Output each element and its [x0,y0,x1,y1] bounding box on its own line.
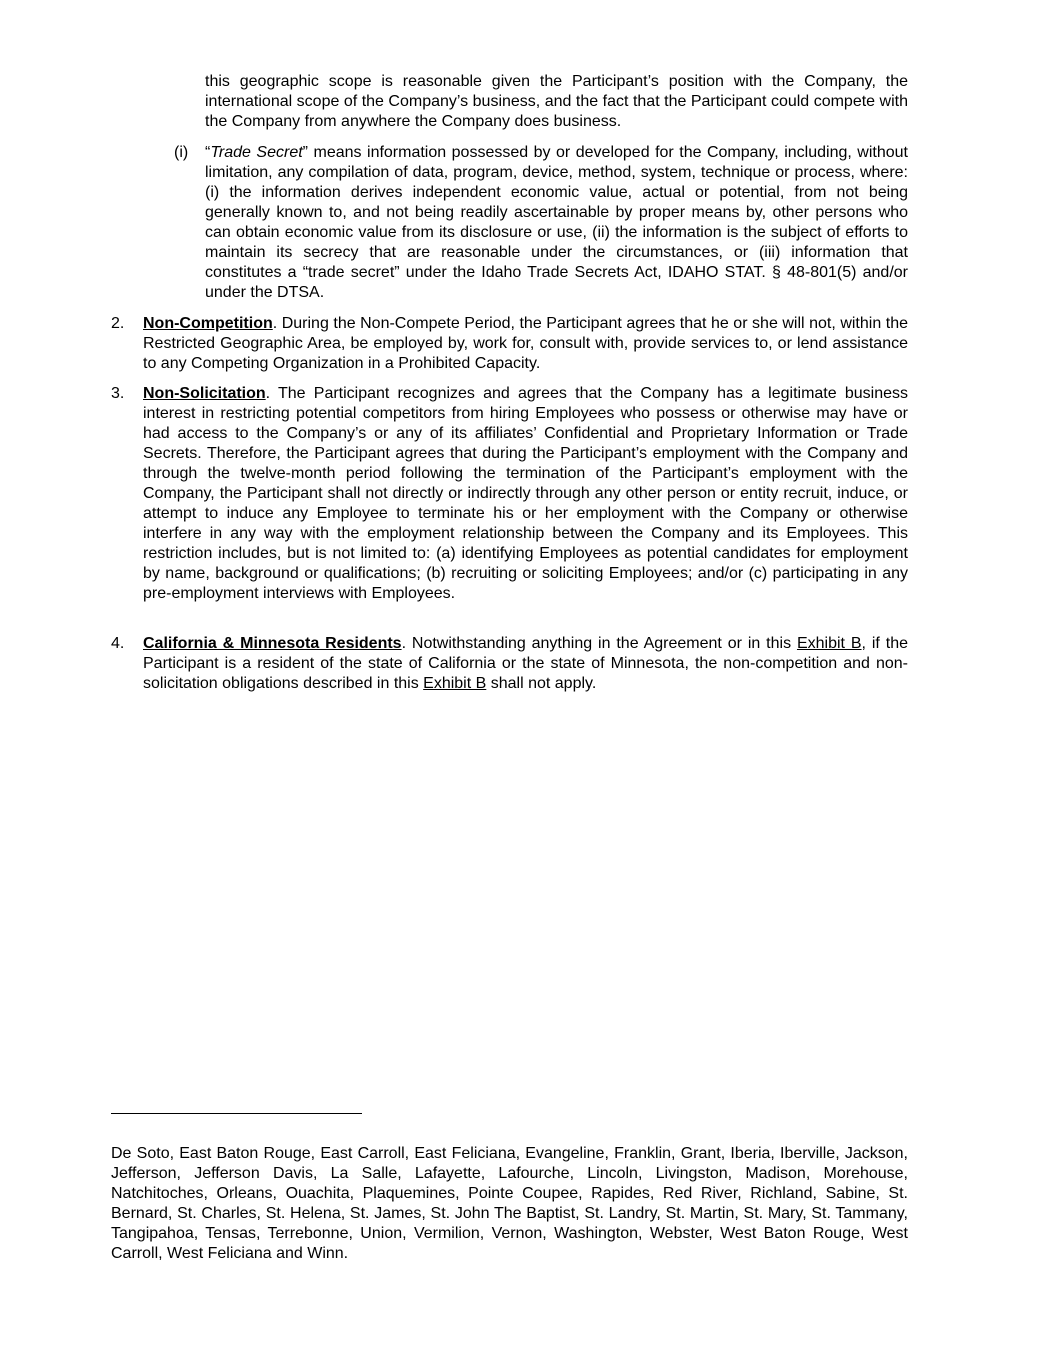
footnote-text: De Soto, East Baton Rouge, East Carroll, East Feliciana, Evangeline, Franklin, Grant, Iberia, Iberville, Jackson, Jefferson, Jefferson Davis, La Salle, Lafayette, Lafourche, Lincoln, Livingston, Madison, Morehouse, Natchitoches, Orleans, Ouachita, Plaquemines, Pointe Coupee, Rapides, Red River, Richland, Sabine, St. Bernard, St. Charles, St. Helena, St. James, St. John The Baptist, St. Landry, St. Martin, St. Mary, St. Tammany, Tangipahoa, Tensas, Terrebonne, Union, Vermilion, Vernon, Washington, Webster, West Baton Rouge, West Carroll, West Feliciana and Winn. [111,1145,908,1262]
footnote [111,1144,908,1264]
section-3-paragraph [143,384,908,604]
section-3-heading: Non-Solicitation [143,385,266,402]
continuation-text: this geographic scope is reasonable given the Participant’s position with the Company, the international scope of the Company’s business, and the fact that the Participant could compete with the Company from anywhere the Company does business. [205,73,908,130]
section-4-number: 4. [111,635,125,652]
exhibit-b-link-1: Exhibit B [796,635,862,652]
section-2-body: . During the Non-Compete Period, the Participant agrees that he or she will not, within the Restricted Geographic Area, be employed by, work for, consult with, provide services to, or lend assistance to any Competing Organization in a Prohibited Capacity. [143,315,908,372]
continuation-paragraph [205,72,908,132]
section-4-paragraph [143,634,908,694]
section-2-heading: Non-Competition [143,315,273,332]
section-3-body: . The Participant recognizes and agrees that the Company has a legitimate business interest in restricting potential competitors from hiring Employees who possess or otherwise may have or had access to the Company’s or any of its affiliates’ Confidential and Proprietary Information or Trade Secrets. Therefore, the Participant agrees that during the Participant’s employment with the Company and through the twelve-month period following the termination of the Participant’s employment with the Company, the Participant shall not directly or indirectly through any other person or entity recruit, induce, or attempt to induce any Employee to terminate his or her employment with the Company or otherwise interfere in any way with the employment relationship between the Company and its Employees. This restriction includes, but is not limited to: (a) identifying Employees as potential candidates for employment by name, background or qualifications; (b) recruiting or soliciting Employees; and/or (c) participating in any pre-employment interviews with Employees. [143,385,908,602]
footnote-separator [111,1113,362,1114]
section-4-heading: California & Minnesota Residents [143,635,402,652]
trade-secret-definition [205,143,908,303]
definition-marker: (i) [174,144,189,161]
exhibit-b-link-2: Exhibit B [423,675,487,692]
section-4-body-1: . Notwithstanding anything in the Agreement or in this [401,635,797,652]
section-4-body-2: , if the Participant is a resident of the state of California or the state of Minnesota, the non-competition and non-solicitation obligations described in this [143,635,908,692]
section-3-number: 3. [111,385,125,402]
section-2-paragraph [143,314,908,374]
open-quote: “ [205,144,211,161]
definition-body: ” means information possessed by or developed for the Company, including, without limitation, any compilation of data, program, device, method, system, technique or process, where: (i) the information derives independent economic value, actual or potential, from not being generally known to, and not being readily ascertainable by proper means by, other persons who can obtain economic value from its disclosure or use, (ii) the information is the subject of efforts to maintain its secrecy that are reasonable under the circumstances, or (iii) information that constitutes a “trade secret” under the Idaho Trade Secrets Act, IDAHO STAT. § 48-801(5) and/or under the DTSA. [205,144,908,301]
section-4-body-3: shall not apply. [486,675,597,692]
defined-term: Trade Secret [210,144,303,161]
section-2-number: 2. [111,315,125,332]
